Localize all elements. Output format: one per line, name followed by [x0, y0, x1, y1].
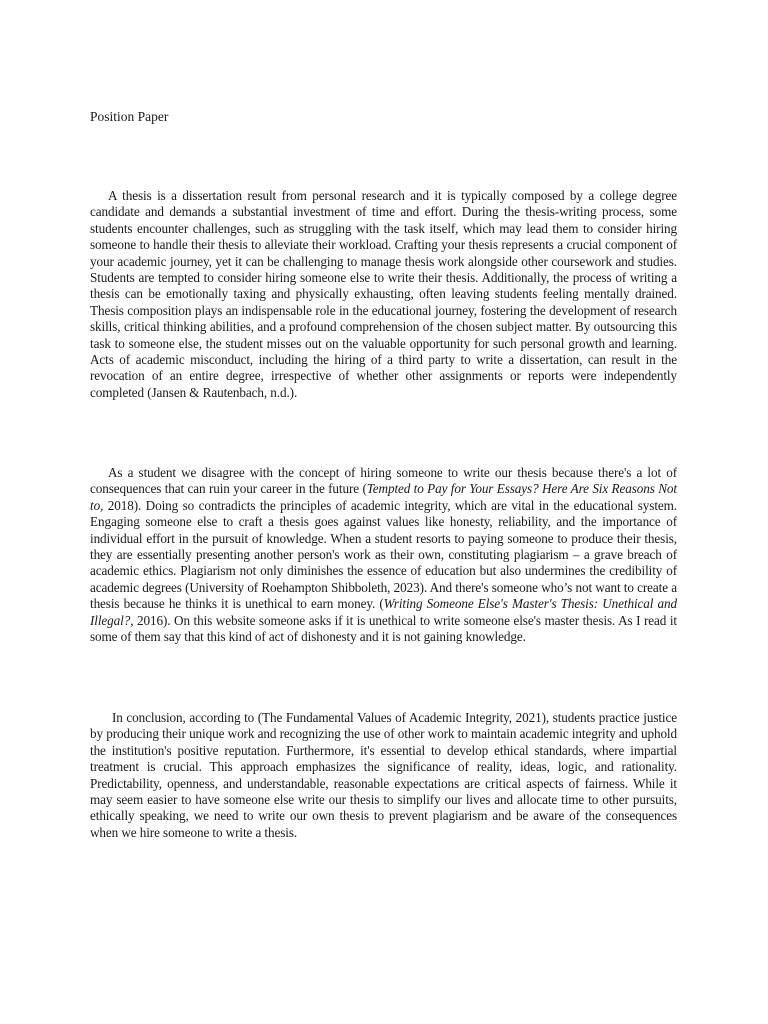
- paragraph-conclusion-text: In conclusion, according to (The Fundamental Values of Academic Integrity, 2021), students practice justice by producing their unique work and recognizing the use of other work to maintain academic integrity and uphold the institution's positive reputation. Furthermore, it's essential to develop ethical standards, where impartial treatment is crucial. This approach emphasizes the significance of reality, ideas, logic, and rationality. Predictability, openness, and understandable, reasonable expectations are critical aspects of fairness. While it may seem easier to have someone else write our thesis to simplify our lives and allocate time to other pursuits, ethically speaking, we need to write our own thesis to prevent plagiarism and be aware of the consequences when we hire someone to write a thesis.: [90, 710, 677, 840]
- citation-writing-someone-elses-thesis: Writing Someone Else's Master's Thesis: Unethical and Illegal?: [90, 596, 677, 628]
- document-title: Position Paper: [90, 109, 169, 124]
- paragraph-introduction: [90, 188, 677, 401]
- paragraph-argument-text-b: , 2018). Doing so contradicts the principles of academic integrity, which are vital in the educational system. Engaging someone else to craft a thesis goes against values like honesty, reliability, and the importance of individual effort in the pursuit of knowledge. When a student resorts to paying someone to produce their thesis, they are essentially presenting another person's work as their own, constituting plagiarism – a grave breach of academic ethics. Plagiarism not only diminishes the essence of education but also undermines the credibility of academic degrees (University of Roehampton Shibboleth, 2023). And there's someone who’s not want to create a thesis because he thinks it is unethical to earn money. (: [90, 497, 677, 612]
- paragraph-conclusion: [90, 710, 677, 841]
- paragraph-argument-text-c: , 2016). On this website someone asks if it is unethical to write someone else's master thesis. As I read it some of them say that this kind of act of dishonesty and it is not gaining knowledge.: [90, 612, 677, 645]
- paragraph-argument-text-a: As a student we disagree with the concept of hiring someone to write our thesis because there's a lot of consequences that can ruin your career in the future (: [90, 465, 677, 497]
- citation-tempted-to-pay: Tempted to Pay for Your Essays? Here Are Six Reasons Not to: [90, 481, 677, 513]
- paragraph-argument: [90, 465, 677, 645]
- paragraph-introduction-text: A thesis is a dissertation result from personal research and it is typically composed by a college degree candidate and demands a substantial investment of time and effort. During the thesis-writing process, some students encounter challenges, such as struggling with the task itself, which may lead them to consider hiring someone to handle their thesis to alleviate their workload. Crafting your thesis represents a crucial component of your academic journey, yet it can be challenging to manage thesis work alongside other coursework and studies. Students are tempted to consider hiring someone else to write their thesis. Additionally, the process of writing a thesis can be emotionally taxing and physically exhausting, often leaving students feeling mentally drained. Thesis composition plays an indispensable role in the educational journey, fostering the development of research skills, critical thinking abilities, and a profound comprehension of the chosen subject matter. By outsourcing this task to someone else, the student misses out on the valuable opportunity for such personal growth and learning. Acts of academic misconduct, including the hiring of a third party to write a dissertation, can result in the revocation of an entire degree, irrespective of whether other assignments or reports were independently completed (Jansen & Rautenbach, n.d.).: [90, 188, 677, 400]
